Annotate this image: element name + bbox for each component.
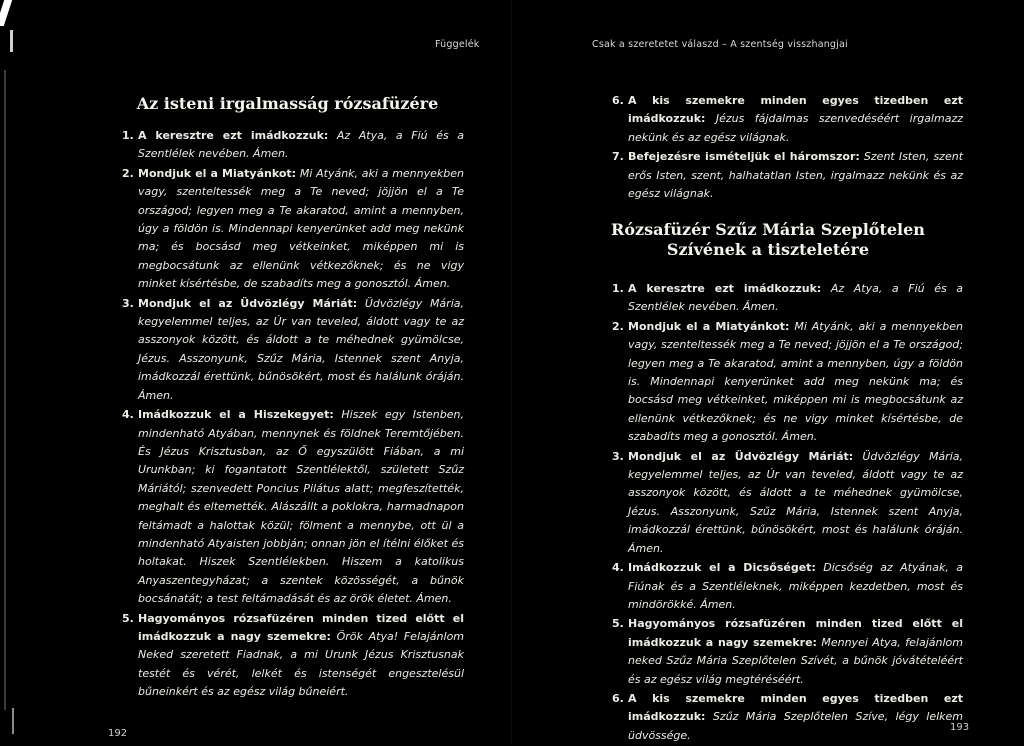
item-number: 5. (612, 617, 624, 631)
page-number: 192 (108, 728, 128, 739)
item-number: 6. (612, 94, 624, 107)
list-item (608, 448, 963, 558)
right-page (512, 0, 1024, 744)
running-head: Csak a szeretetet válaszd – A szentség visszhangjai (592, 39, 848, 50)
item-prayer-text: Dicsőség az Atyának, a Fiúnak és a Szentléleknek, miképpen kezdetben, most és mindörökké. Ámen. (628, 561, 963, 611)
section-title: Az isteni irgalmasság rózsafüzére (136, 94, 439, 113)
item-number: 3. (612, 449, 624, 463)
item-instruction: Hagyományos rózsafüzéren minden tized előtt el imádkozzuk a nagy szemekre: (138, 611, 464, 643)
item-number: 3. (122, 296, 134, 310)
item-prayer-text: Üdvözlégy Mária, kegyelemmel teljes, az Úr van teveled, áldott vagy te az asszonyok között, és áldott a te méhednek gyümölcse, Jézus. Asszonyunk, Szűz Mária, Istennek szent Anyja, imádkozzál érettünk, bűnösökért, most és halálunk óráján. Ámen. (138, 296, 464, 402)
item-number: 2. (612, 319, 624, 333)
item-prayer-text: Szent Isten, szent erős Isten, szent, halhatatlan Isten, irgalmazz nekünk és az egész világnak. (628, 150, 964, 201)
item-number: 1. (122, 129, 134, 142)
item-prayer-text: Az Atya, a Fiú és a Szentlélek nevében. Ámen. (138, 129, 465, 161)
list-item (608, 92, 963, 147)
item-prayer-text: Üdvözlégy Mária, kegyelemmel teljes, az Úr van teveled, áldott vagy te az asszonyok között, és áldott a te méhednek gyümölcse, Jézus. Asszonyunk, Szűz Mária, Istennek szent Anyja, imádkozzál érettünk, bűnösökért, most és halálunk óráján. Ámen. (628, 449, 963, 555)
list-item (118, 127, 464, 164)
item-number: 5. (122, 611, 134, 625)
item-number: 6. (612, 691, 624, 705)
item-prayer-text: Mi Atyánk, aki a mennyekben vagy, szenteltessék meg a Te neved; jöjjön el a Te országod; legyen meg a Te akaratod, amint a mennyben, úgy a földön is. Mindennapi kenyerünket add meg nekünk ma; és bocsásd meg vétkeinket, miképpen mi is megbocsátunk az ellenünk vétkezőknek; és ne vigy minket kísértésbe, de szabadíts meg a gonosztól. Ámen. (138, 166, 464, 291)
item-prayer-text: Hiszek egy Istenben, mindenható Atyában, mennynek és földnek Teremtőjében. És Jézus Krisztusban, az Ő egyszülött Fiában, a mi Urunkban; ki fogantatott Szentlélektől, született Szűz Máriától; szenvedett Poncius Pilátus alatt; megfeszítették, meghalt és eltemették. Alászállt a poklokra, harmadnapon feltámadt a halottak közül; fölment a mennybe, ott ül a mindenható Atyaisten jobbján; onnan jön el ítélni élőket és holtakat. Hiszek Szentlélekben. Hiszem a katolikus Anyaszentegyházat; a szentek közösségét, a bűnök bocsánatát; a test feltámadását és az örök életet. Ámen. (138, 408, 464, 606)
item-prayer-text: Mennyei Atya, felajánlom neked Szűz Mária Szeplőtelen Szívét, a bűnök jóvátételéért és az egész világ megtéréséért. (628, 635, 964, 686)
page-number: 193 (950, 722, 970, 733)
item-instruction: Mondjuk el az Üdvözlégy Máriát: (138, 296, 358, 310)
item-instruction: Befejezésre ismételjük el háromszor: (628, 150, 860, 164)
list-item (608, 615, 963, 689)
item-number: 4. (122, 408, 134, 422)
item-prayer-text: Örök Atya! Felajánlom Neked szeretett Fiadnak, a mi Urunk Jézus Krisztusnak testét és vérét, lelkét és istenségét engesztelésül bűneinkért és az egész világ bűneiért. (138, 629, 465, 699)
item-instruction: Mondjuk el a Miatyánkot: (628, 319, 790, 333)
list-item (608, 318, 963, 447)
list-item (118, 165, 464, 294)
item-prayer-text: Az Atya, a Fiú és a Szentlélek nevében. Ámen. (628, 282, 964, 314)
item-number: 2. (122, 166, 134, 180)
item-instruction: Imádkozzuk el a Dicsőséget: (628, 561, 816, 575)
item-number: 7. (612, 150, 624, 164)
item-number: 1. (612, 282, 624, 295)
item-instruction: Imádkozzuk el a Hiszekegyet: (138, 408, 334, 422)
left-page (0, 0, 512, 744)
running-head: Függelék (435, 39, 480, 50)
item-prayer-text: Jézus fájdalmas szenvedéséért irgalmazz nekünk és az egész világnak. (628, 112, 963, 144)
item-number: 4. (612, 561, 624, 575)
prayer-list (608, 280, 963, 746)
list-item (608, 280, 963, 317)
item-instruction: A keresztre ezt imádkozzuk: (628, 282, 822, 295)
item-prayer-text: Mi Atyánk, aki a mennyekben vagy, szenteltessék meg a Te neved; jöjjön el a Te országod; legyen meg a Te akaratod, amint a mennyben, úgy a földön is. Mindennapi kenyerünket add meg nekünk ma; és bocsásd meg vétkeinket, miképpen mi is megbocsátunk az ellenünk vétkezőknek; és ne vigy minket kísértésbe, de szabadíts meg a gonosztól. Ámen. (628, 319, 963, 444)
item-instruction: Hagyományos rózsafüzéren minden tized előtt el imádkozzuk a nagy szemekre: (628, 617, 963, 649)
list-item (608, 148, 963, 203)
item-instruction: Mondjuk el az Üdvözlégy Máriát: (628, 449, 854, 463)
item-instruction: A kis szemekre minden egyes tizedben ezt imádkozzuk: (628, 691, 963, 724)
item-instruction: A kis szemekre minden egyes tizedben ezt imádkozzuk: (628, 94, 963, 126)
list-item (118, 610, 464, 702)
item-instruction: Mondjuk el a Miatyánkot: (138, 166, 297, 180)
list-item (608, 690, 963, 745)
section-title: Rózsafüzér Szűz Mária Szeplőtelen Szívének a tiszteletére (611, 220, 925, 259)
list-item (118, 295, 464, 405)
prayer-list (118, 127, 464, 703)
list-item (608, 559, 963, 614)
item-prayer-text: Szűz Mária Szeplőtelen Szíve, légy lelkem üdvössége. (628, 710, 964, 742)
item-instruction: A keresztre ezt imádkozzuk: (138, 129, 329, 142)
prayer-list (608, 92, 963, 204)
list-item (118, 406, 464, 608)
